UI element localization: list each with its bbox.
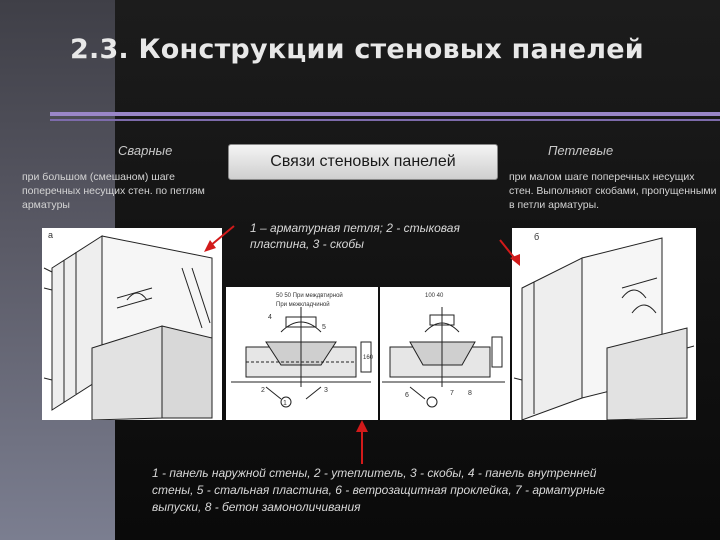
center-heading-box [228,144,498,180]
center-heading: Связи стеновых панелей [270,153,456,170]
loop-joint-svg [512,228,696,420]
callout-5: 5 [322,324,326,331]
legend-top: 1 – арматурная петля; 2 - стыковая пластина, 3 - скобы [250,221,460,251]
callout-6: 6 [405,392,409,399]
drawing-loop-joint [512,228,696,420]
callout-4: 4 [268,314,272,321]
drawing-welded-joint [42,228,222,420]
callout-7: 7 [450,390,454,397]
section-2-caption: 100 40 [425,293,444,299]
heading-loop: Петлевые [548,143,614,158]
title-underline-thin [50,119,720,121]
callout-1: 1 [283,400,287,407]
section-1-dim: 160 [363,355,374,361]
legend-bottom: 1 - панель наружной стены, 2 - утеплитель, 3 - скобы, 4 - панель внутренней стены, 5 - стальная пластина, 6 - ветрозащитная проклейка, 7 - арматурные выпуски, 8 - бетон замоноличивания [152,466,605,514]
section-2-svg [380,287,510,420]
callout-3: 3 [324,387,328,394]
title-underline [50,112,720,116]
description-loop: при малом шаге поперечных несущих стен. Выполняют скобами, пропущенными в петли арматуры. [509,171,717,211]
drawing-tag-b: б [534,232,540,242]
section-1-caption-1: 50 50 При междвтирной [276,293,343,299]
welded-joint-svg [42,228,222,420]
section-1-svg [226,287,378,420]
drawing-section-2 [380,287,510,420]
drawing-section-1 [226,287,378,420]
arrow-to-loop-icon [496,236,526,270]
arrow-to-welded-icon [200,222,240,258]
section-1-caption-2: При межкладчиной [276,302,330,308]
arrow-to-sections-icon [352,418,372,466]
drawing-tag-a: а [48,230,54,240]
callout-8: 8 [468,390,472,397]
callout-2: 2 [261,387,265,394]
heading-welded: Сварные [118,143,173,158]
description-welded: при большом (смешаном) шаге поперечных несущих стен. по петлям арматуры [22,171,205,211]
slide-title: 2.3. Конструкции стеновых панелей [70,34,644,65]
